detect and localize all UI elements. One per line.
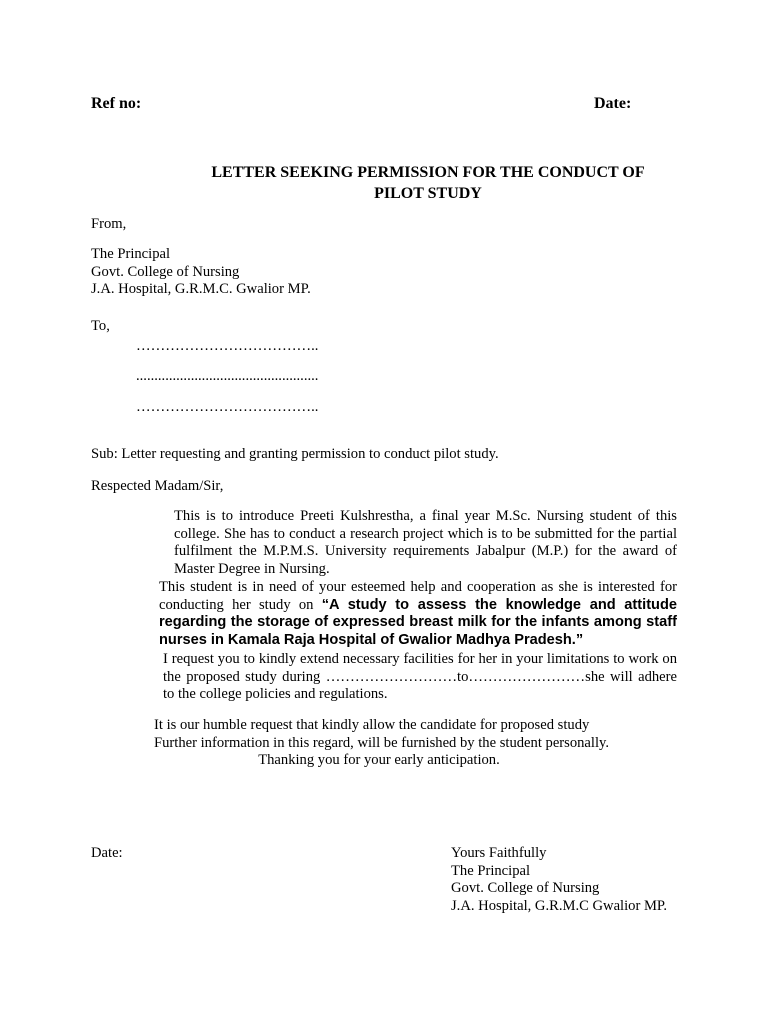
closing-line-1: It is our humble request that kindly allow the candidate for proposed study — [154, 717, 590, 733]
from-line-2: Govt. College of Nursing — [91, 263, 240, 280]
paragraph-2-lead: This student is in need of your esteemed help and cooperation as she is interested for conducting her study on — [159, 579, 677, 613]
ref-no-label: Ref no: — [91, 95, 142, 112]
to-blank-3: ……………………………….. — [136, 399, 319, 415]
footer-date-label: Date: — [91, 845, 123, 861]
date-label-top: Date: — [594, 95, 632, 112]
body-paragraph-3: I request you to kindly extend necessary facilities for her in your limitations to work on the proposed study during ………………………to……………………she will adhere to the college policies and regulations. — [163, 651, 677, 702]
body-paragraph-1: This is to introduce Preeti Kulshrestha, a final year M.Sc. Nursing student of this college. She has to conduct a research project which is to be submitted for the partial fulfilment the M.P.M.S. University requirements Jabalpur (M.P.) for the award of Master Degree in Nursing. — [174, 508, 677, 577]
title-line-1: LETTER SEEKING PERMISSION FOR THE CONDUCT OF — [211, 164, 645, 181]
closing-line-3: Thanking you for your early anticipation. — [258, 752, 500, 768]
signature-line-3: J.A. Hospital, G.R.M.C Gwalior MP. — [451, 897, 668, 914]
closing-block — [154, 717, 674, 770]
to-blank-1: ……………………………….. — [136, 338, 319, 354]
to-label: To, — [91, 318, 110, 334]
title-line-2: PILOT STUDY — [374, 185, 482, 202]
letter-title — [150, 162, 706, 204]
from-address — [91, 246, 311, 299]
signoff: Yours Faithfully — [451, 845, 547, 861]
salutation: Respected Madam/Sir, — [91, 478, 224, 494]
closing-line-2: Further information in this regard, will be furnished by the student personally. — [154, 734, 610, 751]
study-title: “A study to assess the knowledge and attitude regarding the storage of expressed breast milk for the infants among staff nurses in Kamala Raja Hospital of Gwalior Madhya Pradesh.” — [159, 596, 678, 648]
body-paragraph-2 — [91, 579, 677, 649]
signature-line-1: The Principal — [451, 862, 531, 879]
to-blank-2: .................................................. — [136, 368, 319, 384]
from-line-3: J.A. Hospital, G.R.M.C. Gwalior MP. — [91, 281, 311, 297]
signature-line-2: Govt. College of Nursing — [451, 880, 600, 896]
from-label: From, — [91, 216, 127, 232]
subject-line: Sub: Letter requesting and granting permission to conduct pilot study. — [91, 446, 499, 462]
from-line-1: The Principal — [91, 246, 171, 262]
signature-block — [451, 845, 667, 915]
